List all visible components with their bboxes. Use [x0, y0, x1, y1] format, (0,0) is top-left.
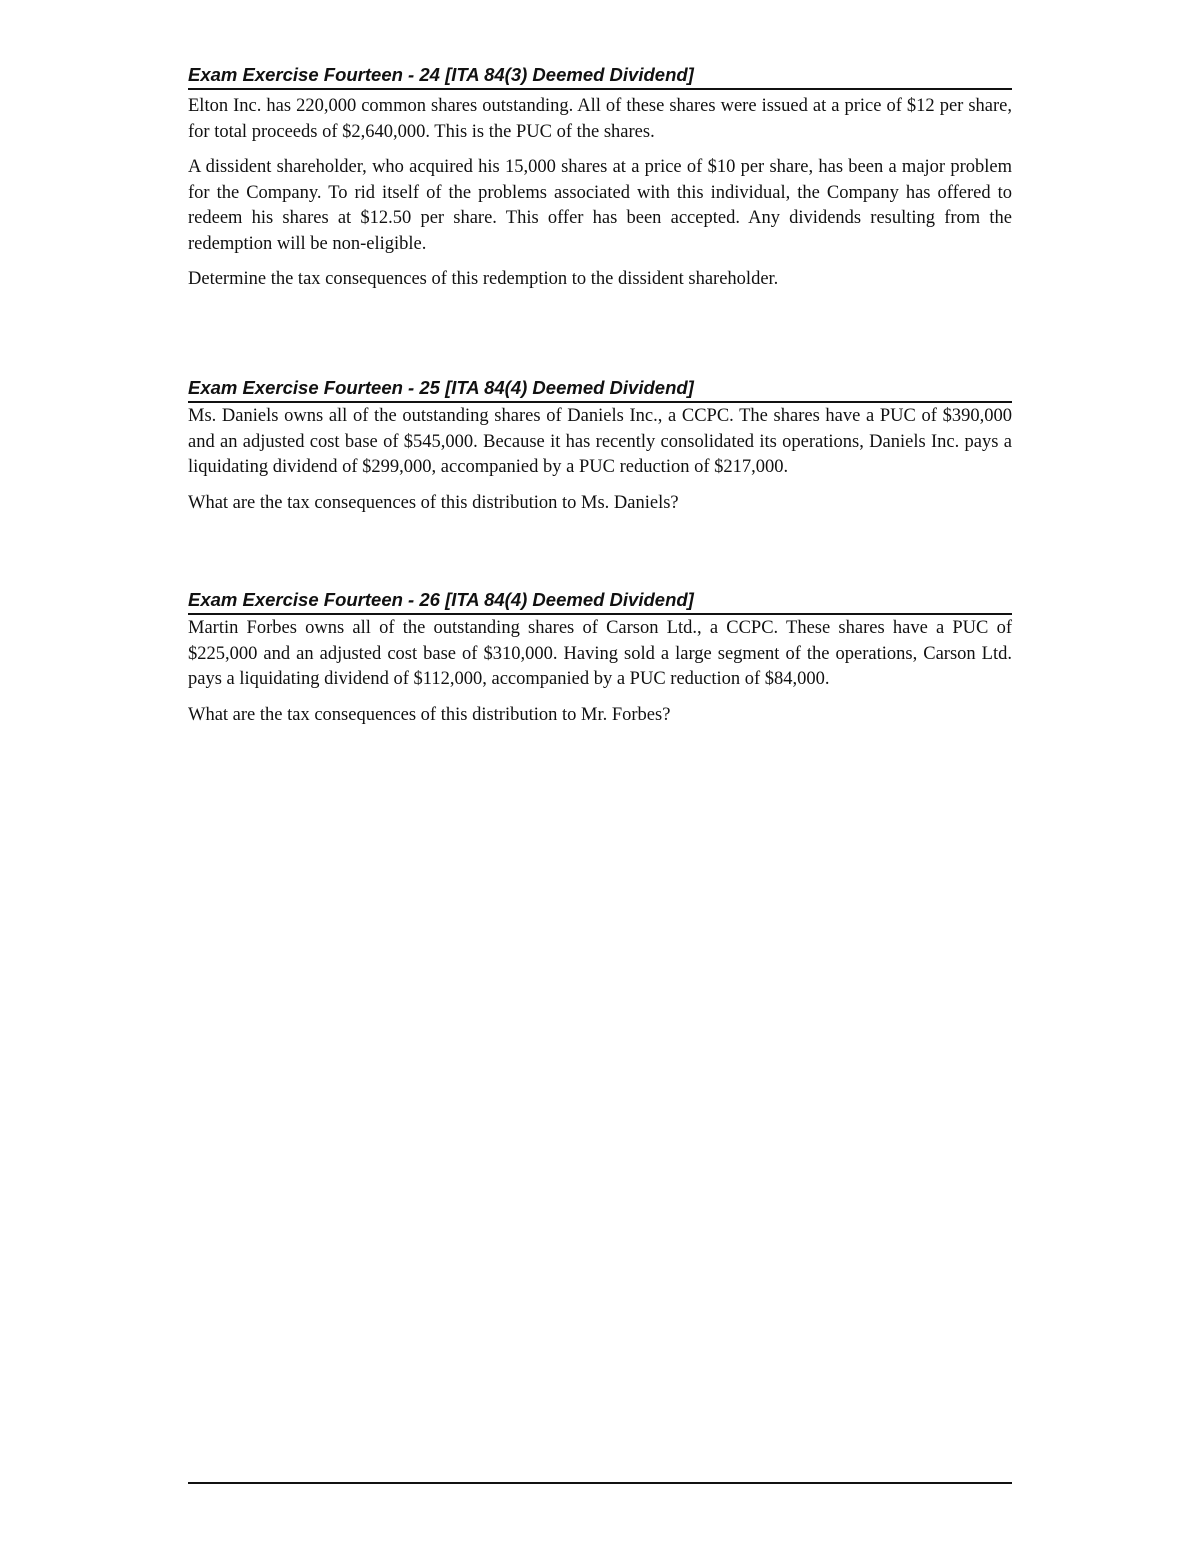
exercise-25-paragraph-1: Ms. Daniels owns all of the outstanding shares of Daniels Inc., a CCPC. The shares have a PUC of $390,000 and an adjusted cost base of $545,000. Because it has recently consolidated its operations, Daniels Inc. pays a liquidating dividend of $299,000, accompanied by a PUC reduction of $217,000. [188, 406, 1012, 477]
exercise-24-paragraph-2: A dissident shareholder, who acquired his 15,000 shares at a price of $10 per share, has been a major problem for the Company. To rid itself of the problems associated with this individual, the Company has offered to redeem his shares at $12.50 per share. This offer has been accepted. Any dividends resulting from the redemption will be non-eligible. [188, 157, 1012, 254]
exercise-25-body [188, 404, 1012, 516]
exercise-26-paragraph-2: What are the tax consequences of this distribution to Mr. Forbes? [188, 704, 671, 725]
exercise-24-title: Exam Exercise Fourteen - 24 [ITA 84(3) Deemed Dividend] [188, 63, 1012, 90]
footer-divider [188, 1482, 1012, 1484]
exercise-25 [188, 376, 1012, 526]
exercise-24 [188, 63, 1012, 303]
exercise-26-body [188, 616, 1012, 728]
exercise-24-paragraph-1: Elton Inc. has 220,000 common shares outstanding. All of these shares were issued at a price of $12 per share, for total proceeds of $2,640,000. This is the PUC of the shares. [188, 96, 1012, 142]
exercise-24-body [188, 94, 1012, 293]
exercise-25-paragraph-2: What are the tax consequences of this distribution to Ms. Daniels? [188, 492, 679, 513]
exercise-25-title: Exam Exercise Fourteen - 25 [ITA 84(4) Deemed Dividend] [188, 376, 1012, 403]
exercise-26-paragraph-1: Martin Forbes owns all of the outstanding shares of Carson Ltd., a CCPC. These shares have a PUC of $225,000 and an adjusted cost base of $310,000. Having sold a large segment of the operations, Carson Ltd. pays a liquidating dividend of $112,000, accompanied by a PUC reduction of $84,000. [188, 618, 1012, 689]
exercise-24-paragraph-3: Determine the tax consequences of this redemption to the dissident shareholder. [188, 269, 779, 289]
exercise-26 [188, 588, 1012, 738]
exercise-26-title: Exam Exercise Fourteen - 26 [ITA 84(4) Deemed Dividend] [188, 588, 1012, 615]
